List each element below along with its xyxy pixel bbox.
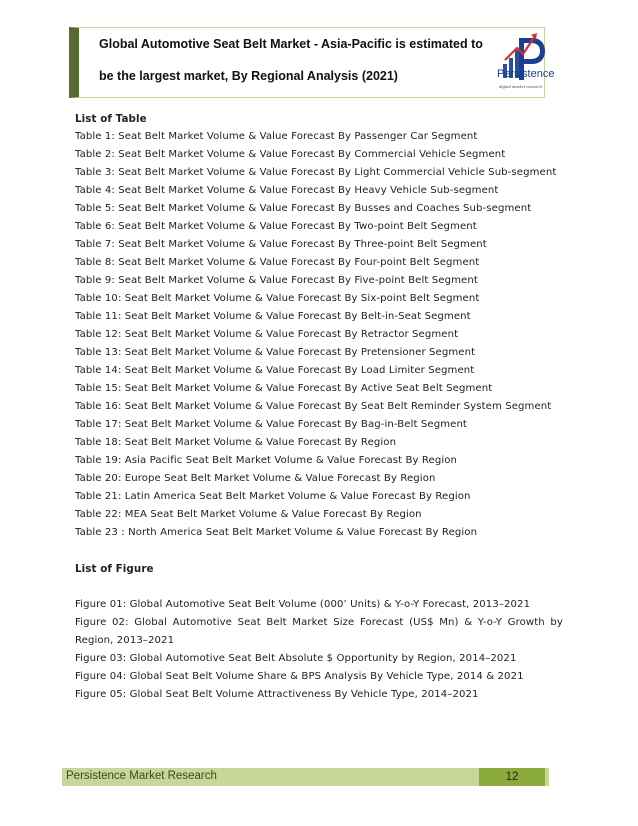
list-of-figures-title: List of Figure	[75, 563, 154, 575]
table-entry: Table 14: Seat Belt Market Volume & Value Forecast By Load Limiter Segment	[75, 365, 475, 376]
table-entry: Table 23 : North America Seat Belt Market Volume & Value Forecast By Region	[75, 527, 478, 538]
table-entry: Table 8: Seat Belt Market Volume & Value Forecast By Four-point Belt Segment	[75, 257, 480, 268]
persistence-logo	[495, 30, 575, 96]
figure-entry: Figure 02: Global Automotive Seat Belt Market Size Forecast (US$ Mn) & Y-o-Y Growth by Region, 2013–2021	[75, 617, 563, 646]
table-entry: Table 15: Seat Belt Market Volume & Value Forecast By Active Seat Belt Segment	[75, 383, 493, 394]
figure-entry: Figure 03: Global Automotive Seat Belt Absolute $ Opportunity by Region, 2014–2021	[75, 653, 517, 664]
logo-tagline: digital market research	[499, 84, 542, 89]
list-of-tables-title: List of Table	[75, 113, 147, 125]
table-entry: Table 21: Latin America Seat Belt Market Volume & Value Forecast By Region	[75, 491, 471, 502]
table-entry: Table 19: Asia Pacific Seat Belt Market Volume & Value Forecast By Region	[75, 455, 458, 466]
figure-entry: Figure 04: Global Seat Belt Volume Share & BPS Analysis By Vehicle Type, 2014 & 2021	[75, 671, 524, 682]
table-entry: Table 10: Seat Belt Market Volume & Value Forecast By Six-point Belt Segment	[75, 293, 480, 304]
table-list	[75, 128, 563, 542]
table-entry: Table 7: Seat Belt Market Volume & Value Forecast By Three-point Belt Segment	[75, 239, 487, 250]
figure-entry: Figure 01: Global Automotive Seat Belt Volume (000’ Units) & Y-o-Y Forecast, 2013–2021	[75, 599, 531, 610]
figure-entry: Figure 05: Global Seat Belt Volume Attractiveness By Vehicle Type, 2014–2021	[75, 689, 479, 700]
table-entry: Table 11: Seat Belt Market Volume & Value Forecast By Belt-in-Seat Segment	[75, 311, 471, 322]
table-entry: Table 18: Seat Belt Market Volume & Value Forecast By Region	[75, 437, 397, 448]
table-entry: Table 2: Seat Belt Market Volume & Value Forecast By Commercial Vehicle Segment	[75, 149, 506, 160]
page-footer	[62, 768, 549, 786]
table-entry: Table 9: Seat Belt Market Volume & Value Forecast By Five-point Belt Segment	[75, 275, 478, 286]
figure-list	[75, 596, 563, 704]
table-entry: Table 1: Seat Belt Market Volume & Value Forecast By Passenger Car Segment	[75, 131, 478, 142]
table-entry: Table 13: Seat Belt Market Volume & Value Forecast By Pretensioner Segment	[75, 347, 476, 358]
table-entry: Table 12: Seat Belt Market Volume & Value Forecast By Retractor Segment	[75, 329, 459, 340]
table-entry: Table 4: Seat Belt Market Volume & Value Forecast By Heavy Vehicle Sub-segment	[75, 185, 499, 196]
table-entry: Table 17: Seat Belt Market Volume & Value Forecast By Bag-in-Belt Segment	[75, 419, 467, 430]
table-entry: Table 6: Seat Belt Market Volume & Value Forecast By Two-point Belt Segment	[75, 221, 477, 232]
header-title-box	[69, 27, 545, 98]
header-title-line-1: Global Automotive Seat Belt Market - Asia-Pacific is estimated to	[99, 37, 483, 51]
footer-company-name: Persistence Market Research	[66, 770, 217, 782]
table-entry: Table 22: MEA Seat Belt Market Volume & Value Forecast By Region	[75, 509, 422, 520]
logo-brand-text: Persistence	[497, 68, 555, 80]
table-entry: Table 16: Seat Belt Market Volume & Value Forecast By Seat Belt Reminder System Segment	[75, 401, 552, 412]
page-number: 12	[479, 768, 545, 786]
table-entry: Table 3: Seat Belt Market Volume & Value Forecast By Light Commercial Vehicle Sub-segment	[75, 167, 557, 178]
table-entry: Table 20: Europe Seat Belt Market Volume & Value Forecast By Region	[75, 473, 436, 484]
table-entry: Table 5: Seat Belt Market Volume & Value Forecast By Busses and Coaches Sub-segment	[75, 203, 532, 214]
header-title-line-2: be the largest market, By Regional Analysis (2021)	[99, 69, 398, 83]
document-body	[75, 110, 563, 704]
